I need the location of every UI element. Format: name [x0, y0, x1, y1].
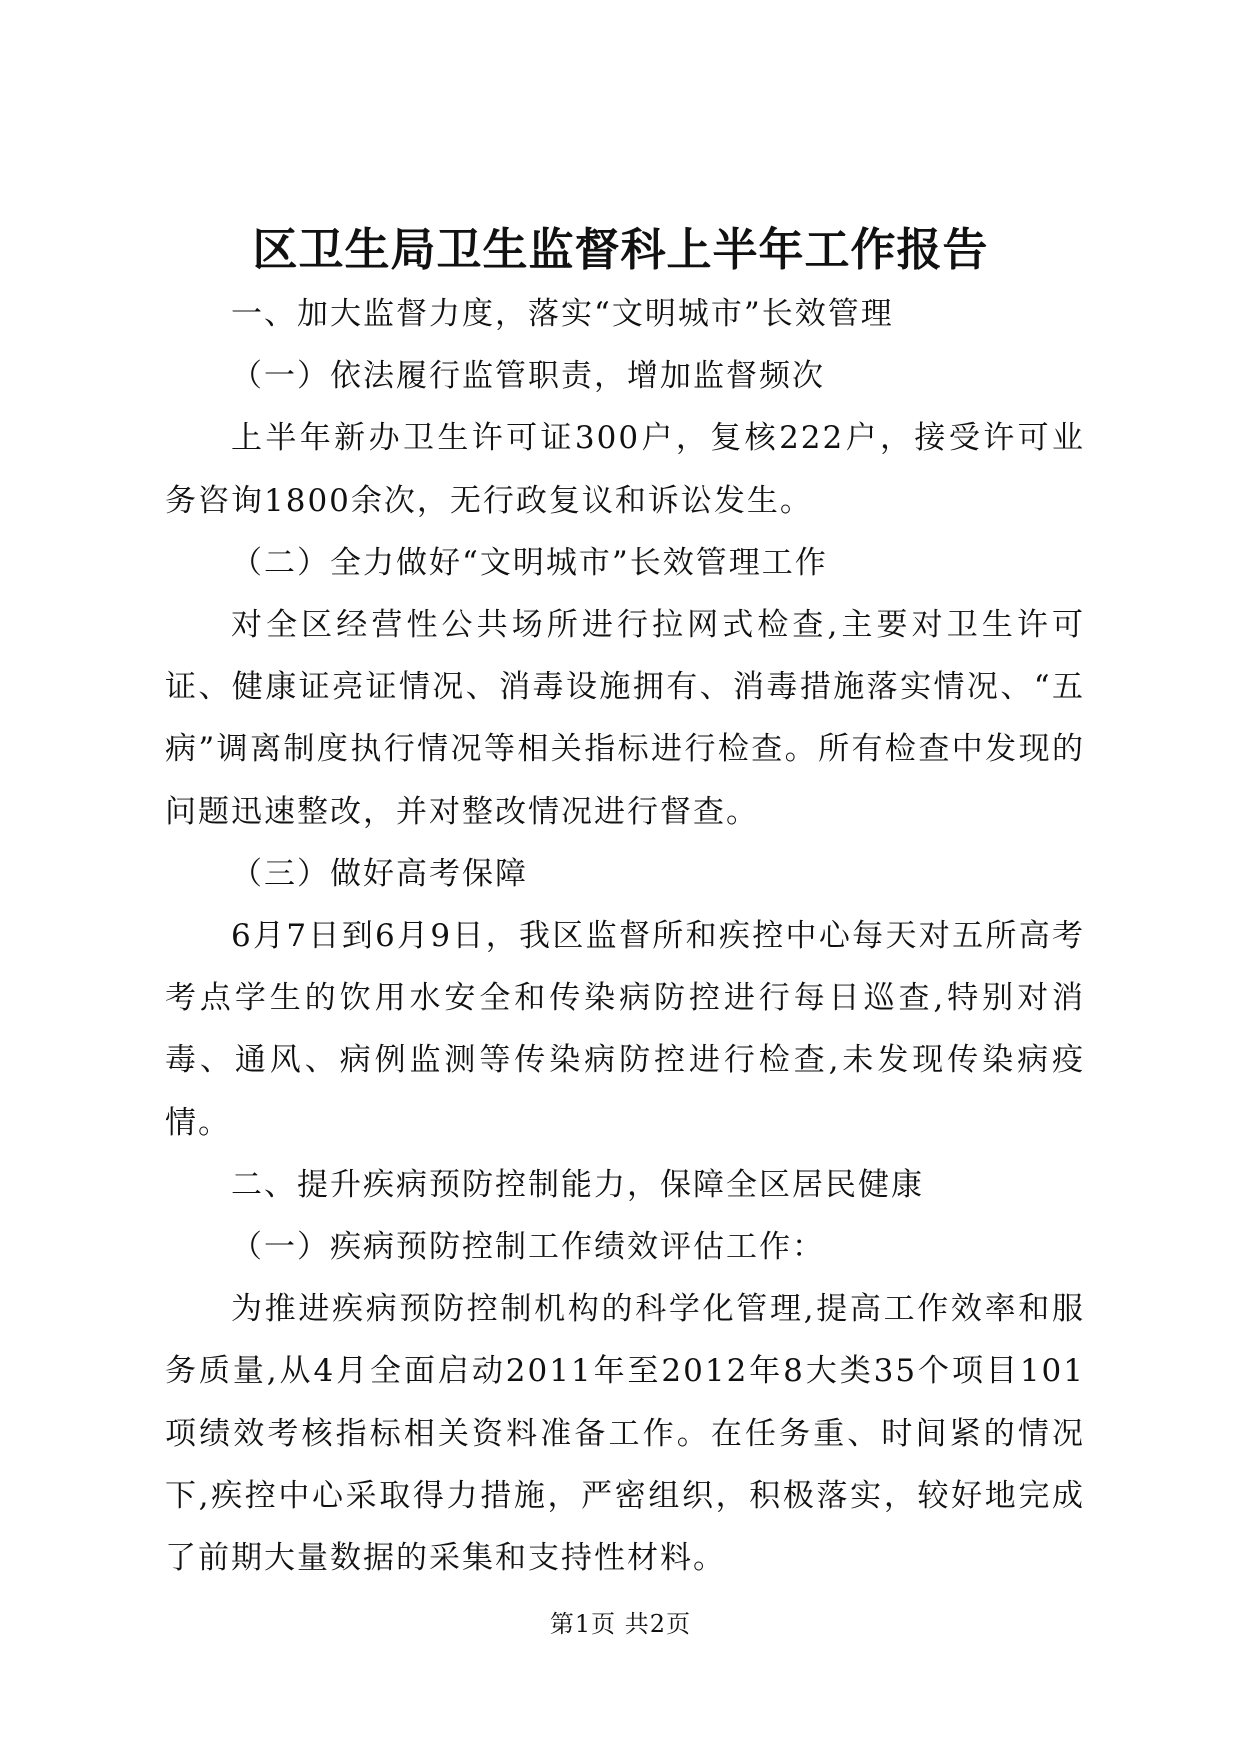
- subsection-heading-1-1: （一）依法履行监管职责，增加监督频次: [231, 358, 825, 395]
- subsection-heading-2-1: （一）疾病预防控制工作绩效评估工作：: [231, 1229, 825, 1266]
- page-number-footer: 第1页 共2页: [549, 1610, 692, 1638]
- paragraph-performance: 为推进疾病预防控制机构的科学化管理,提高工作效率和服务质量,从4月全面启动2011年至2012年8大类35个项目101项绩效考核指标相关资料准备工作。在任务重、时间紧的情况下,疾控中心采取得力措施，严密组织，积极落实，较好地完成了前期大量数据的采集和支持性材料。: [165, 1291, 1085, 1577]
- paragraph-inspection: 对全区经营性公共场所进行拉网式检查,主要对卫生许可证、健康证亮证情况、消毒设施拥有、消毒措施落实情况、“五病”调离制度执行情况等相关指标进行检查。所有检查中发现的问题迅速整改，并对整改情况进行督查。: [165, 607, 1085, 830]
- document-title: 区卫生局卫生监督科上半年工作报告: [252, 223, 989, 276]
- section-heading-2: 二、提升疾病预防控制能力，保障全区居民健康: [231, 1166, 924, 1203]
- subsection-heading-1-3: （三）做好高考保障: [231, 855, 528, 892]
- document-body: [165, 283, 1085, 1589]
- paragraph-exam-support: 6月7日到6月9日，我区监督所和疾控中心每天对五所高考考点学生的饮用水安全和传染病防控进行每日巡查,特别对消毒、通风、病例监测等传染病防控进行检查,未发现传染病疫情。: [165, 918, 1085, 1141]
- section-heading-1: 一、加大监督力度，落实“文明城市”长效管理: [231, 296, 894, 332]
- paragraph-licenses: 上半年新办卫生许可证300户，复核222户，接受许可业务咨询1800余次，无行政复议和诉讼发生。: [165, 420, 1085, 519]
- subsection-heading-1-2: （二）全力做好“文明城市”长效管理工作: [231, 544, 828, 581]
